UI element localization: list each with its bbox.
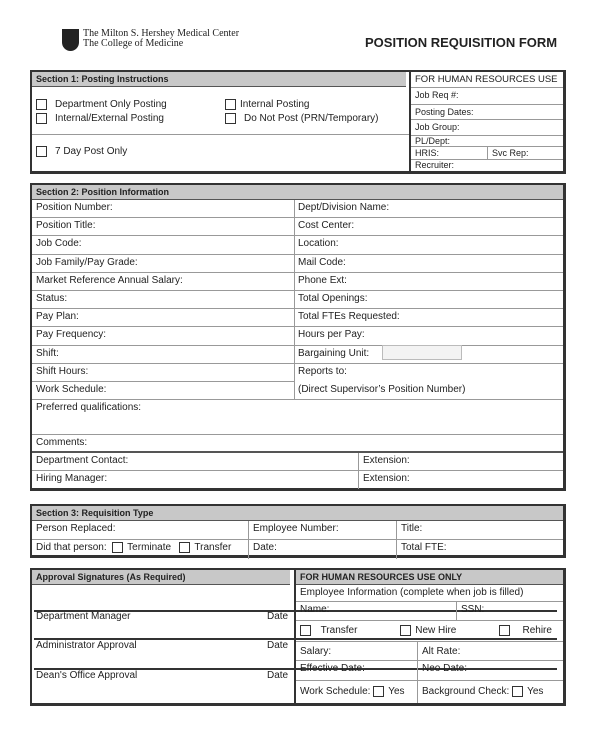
logo [62, 29, 79, 51]
checkbox[interactable] [36, 113, 47, 124]
option-internal-external[interactable] [36, 113, 164, 124]
person-replaced-field[interactable]: Person Replaced: [32, 521, 248, 540]
employee-number-field[interactable]: Employee Number: [248, 521, 396, 540]
field-right-2[interactable]: Location: [294, 236, 563, 254]
work-schedule-checkbox[interactable] [373, 686, 384, 697]
reports-to-field[interactable]: Reports to: [298, 365, 347, 377]
org-name-line2: The College of Medicine [83, 38, 184, 49]
option-do-not-post[interactable] [225, 113, 378, 124]
field-9[interactable]: Shift Hours: [32, 364, 294, 382]
section-position-information [30, 183, 566, 491]
supervisor-position-number: (Direct Supervisor’s Position Number) [294, 382, 563, 400]
ssn-field[interactable]: SSN: [456, 602, 563, 621]
hr-use-panel [409, 72, 563, 171]
date-label: Date [267, 640, 289, 651]
section-approval-signatures [30, 568, 566, 706]
comments-field[interactable]: Comments: [32, 435, 563, 453]
label: Internal/External Posting [55, 113, 164, 125]
field-right-3[interactable]: Mail Code: [294, 255, 563, 273]
field-10[interactable]: Work Schedule: [32, 382, 294, 400]
section-posting-instructions [30, 70, 566, 174]
hris-field[interactable]: HRIS: [411, 146, 487, 160]
job-group-field[interactable]: Job Group: [411, 120, 563, 136]
posting-dates-field[interactable]: Posting Dates: [411, 105, 563, 120]
field-8[interactable]: Shift: [32, 346, 294, 364]
department-manager-label: Department Manager [36, 611, 131, 622]
option-7-day[interactable] [36, 146, 127, 157]
checkbox[interactable] [36, 146, 47, 157]
label: Background Check: [422, 686, 510, 698]
label: Rehire [522, 625, 552, 637]
checkbox[interactable] [36, 99, 47, 110]
transfer-checkbox[interactable] [179, 542, 190, 553]
date-label: Date [267, 670, 289, 681]
date-label: Date [267, 611, 289, 622]
field-1[interactable]: Position Title: [32, 218, 294, 236]
employee-info-label: Employee Information (complete when job is filled) [296, 585, 563, 602]
transfer-checkbox[interactable] [300, 625, 311, 636]
name-field[interactable]: Name: [296, 602, 456, 621]
label: Internal Posting [240, 99, 310, 111]
effective-date-field[interactable]: Effective Date: [296, 661, 417, 681]
field-right-6[interactable]: Total FTEs Requested: [294, 309, 563, 327]
hire-type-row [296, 621, 563, 642]
preferred-qualifications-field[interactable]: Preferred qualifications: [32, 400, 563, 435]
label: Do Not Post (PRN/Temporary) [244, 113, 379, 125]
field-6[interactable]: Pay Plan: [32, 309, 294, 327]
date-field[interactable]: Date: [248, 540, 396, 559]
label: New Hire [415, 625, 457, 637]
job-req-field[interactable]: Job Req #: [411, 88, 563, 105]
field-4[interactable]: Market Reference Annual Salary: [32, 273, 294, 291]
pl-dept-field[interactable]: PL/Dept: [415, 136, 451, 146]
section2-title: Section 2: Position Information [32, 185, 563, 200]
field-right-7[interactable]: Hours per Pay: [294, 327, 563, 345]
hr-use-only-title: FOR HUMAN RESOURCES USE ONLY [296, 570, 563, 585]
salary-field[interactable]: Salary: [296, 642, 417, 661]
hr-use-only-panel [294, 570, 563, 703]
work-schedule-row [296, 681, 417, 703]
field-0[interactable]: Position Number: [32, 200, 294, 218]
did-that-person-row [32, 540, 248, 559]
label: Did that person: [36, 542, 107, 554]
deans-office-approval-label: Dean's Office Approval [36, 670, 138, 681]
checkbox[interactable] [225, 99, 236, 110]
label: Transfer [194, 542, 232, 554]
section1-title: Section 1: Posting Instructions [32, 72, 406, 87]
administrator-approval-label: Administrator Approval [36, 640, 137, 651]
hiring-manager-extension-field[interactable]: Extension: [358, 471, 563, 489]
field-right-8[interactable]: Bargaining Unit: [294, 346, 563, 364]
new-hire-checkbox[interactable] [400, 625, 411, 636]
label: Terminate [127, 542, 172, 554]
section3-title: Section 3: Requisition Type [32, 506, 563, 521]
dept-contact-extension-field[interactable]: Extension: [358, 453, 563, 471]
department-contact-field[interactable]: Department Contact: [32, 453, 358, 471]
field-right-5[interactable]: Total Openings: [294, 291, 563, 309]
recruiter-field[interactable]: Recruiter: [415, 160, 455, 170]
title-field[interactable]: Title: [396, 521, 563, 540]
label: Yes [388, 686, 405, 698]
option-department-only[interactable] [36, 99, 167, 110]
field-5[interactable]: Status: [32, 291, 294, 309]
svc-rep-field[interactable]: Svc Rep: [487, 146, 563, 160]
label: 7 Day Post Only [55, 146, 128, 158]
terminate-checkbox[interactable] [112, 542, 123, 553]
hiring-manager-field[interactable]: Hiring Manager: [36, 473, 108, 484]
field-right-4[interactable]: Phone Ext: [294, 273, 563, 291]
label: Work Schedule: [300, 686, 371, 698]
option-internal-posting[interactable] [225, 99, 310, 110]
background-check-checkbox[interactable] [512, 686, 523, 697]
approval-title: Approval Signatures (As Required) [32, 570, 290, 585]
total-fte-field[interactable]: Total FTE: [396, 540, 563, 559]
alt-rate-field[interactable]: Alt Rate: [417, 642, 563, 661]
neo-date-field[interactable]: Neo Date: [417, 661, 563, 681]
background-check-row [417, 681, 563, 703]
label: Department Only Posting [55, 99, 167, 111]
page-title: POSITION REQUISITION FORM [365, 35, 558, 50]
divider [32, 134, 410, 135]
label: Transfer [320, 625, 358, 637]
section-requisition-type [30, 504, 566, 558]
field-right-0[interactable]: Dept/Division Name: [294, 200, 563, 218]
org-name-line1: The Milton S. Hershey Medical Center [83, 28, 240, 39]
bargaining-unit-select[interactable] [382, 345, 462, 360]
rehire-checkbox[interactable] [499, 625, 510, 636]
field-right-1[interactable]: Cost Center: [294, 218, 563, 236]
field-7[interactable]: Pay Frequency: [32, 327, 294, 345]
field-2[interactable]: Job Code: [32, 236, 294, 254]
field-3[interactable]: Job Family/Pay Grade: [32, 255, 294, 273]
checkbox[interactable] [225, 113, 236, 124]
label: Yes [527, 686, 544, 698]
hr-use-title: FOR HUMAN RESOURCES USE [411, 72, 563, 88]
